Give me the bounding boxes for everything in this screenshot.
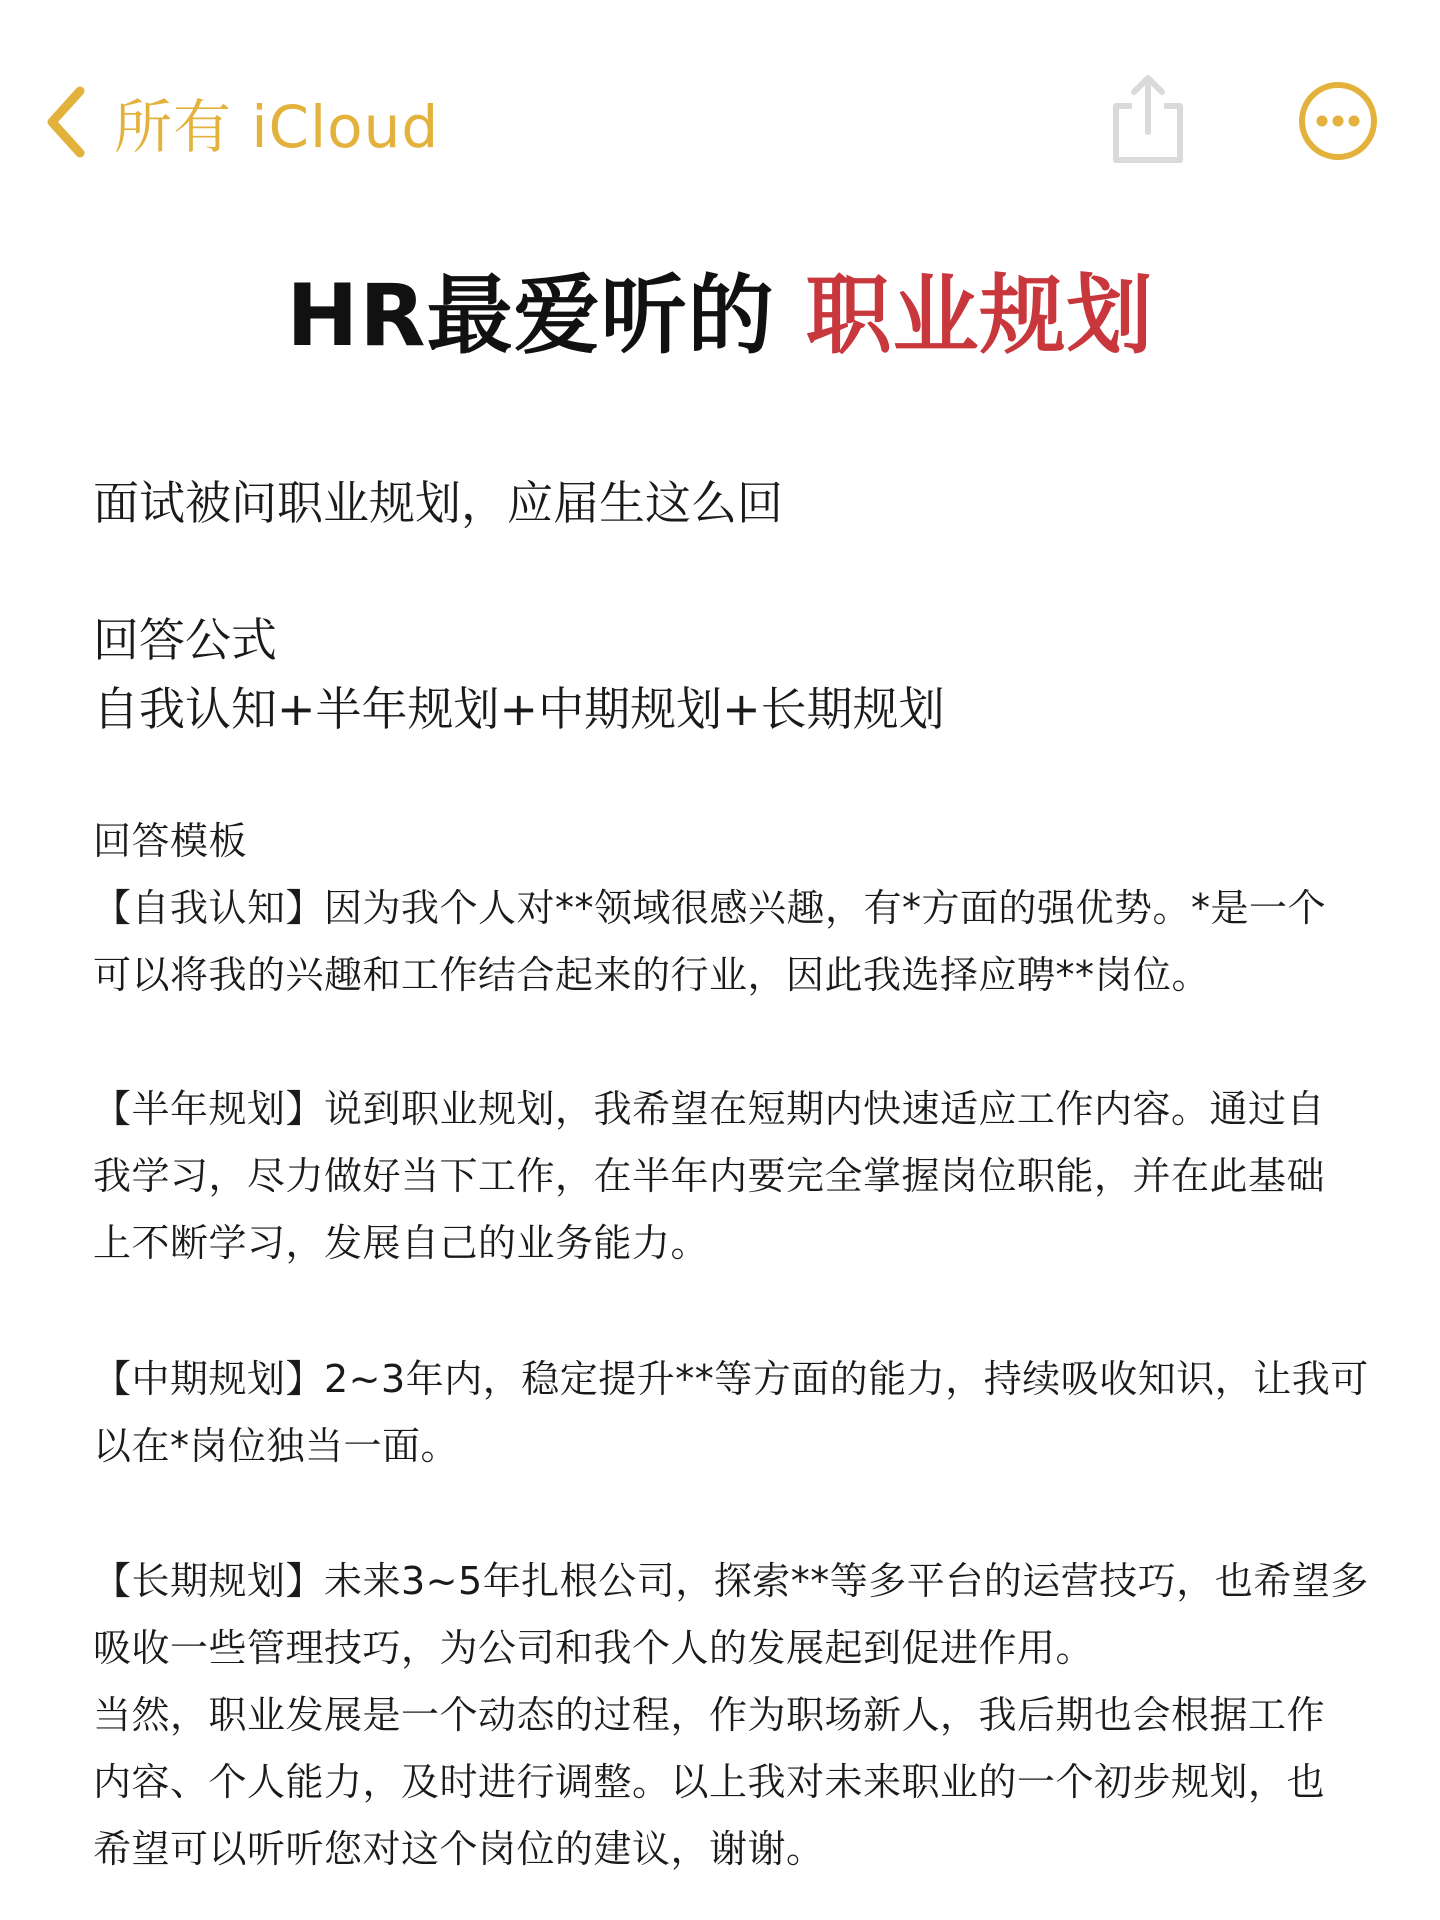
text-line: 【自我认知】因为我个人对**领域很感兴趣，有*方面的强优势。*是一个 [93, 886, 1327, 930]
back-button[interactable] [42, 78, 439, 166]
text-line: 【半年规划】说到职业规划，我希望在短期内快速适应工作内容。通过自 [93, 1087, 1326, 1131]
text-line: 可以将我的兴趣和工作结合起来的行业，因此我选择应聘**岗位。 [93, 953, 1211, 997]
paragraph-self-awareness [93, 875, 1363, 1009]
paragraph-half-year [93, 1076, 1363, 1277]
nav-bar [0, 0, 1440, 190]
title-main: HR最爱听的 [286, 266, 806, 366]
formula-heading: 回答公式 [93, 613, 277, 667]
share-button[interactable] [1110, 72, 1186, 166]
template-heading: 回答模板 [93, 819, 248, 863]
share-icon [1110, 72, 1186, 166]
paragraph-long-term [93, 1548, 1369, 1883]
paragraph-mid-term [93, 1346, 1369, 1480]
more-options-button[interactable] [1297, 80, 1379, 162]
text-line: 当然，职业发展是一个动态的过程，作为职场新人，我后期也会根据工作 [93, 1693, 1326, 1737]
text-line: 吸收一些管理技巧，为公司和我个人的发展起到促进作用。 [93, 1626, 1095, 1670]
text-line: 以在*岗位独当一面。 [93, 1424, 460, 1468]
text-line: 内容、个人能力，及时进行调整。以上我对未来职业的一个初步规划，也 [93, 1760, 1326, 1804]
more-icon [1297, 80, 1379, 162]
text-line: 【中期规划】2~3年内，稳定提升**等方面的能力，持续吸收知识，让我可 [93, 1357, 1369, 1401]
chevron-left-icon [42, 85, 90, 159]
note-title [0, 246, 1440, 370]
text-line: 【长期规划】未来3~5年扎根公司，探索**等多平台的运营技巧，也希望多 [93, 1559, 1369, 1603]
back-label: 所有 iCloud [114, 93, 440, 161]
formula-text: 自我认知+半年规划+中期规划+长期规划 [93, 682, 945, 736]
text-line: 我学习，尽力做好当下工作，在半年内要完全掌握岗位职能，并在此基础 [93, 1154, 1326, 1198]
title-highlight: 职业规划 [805, 266, 1154, 366]
text-line: 希望可以听听您对这个岗位的建议，谢谢。 [93, 1827, 825, 1871]
intro-line: 面试被问职业规划，应届生这么回 [93, 476, 783, 530]
text-line: 上不断学习，发展自己的业务能力。 [93, 1221, 710, 1265]
